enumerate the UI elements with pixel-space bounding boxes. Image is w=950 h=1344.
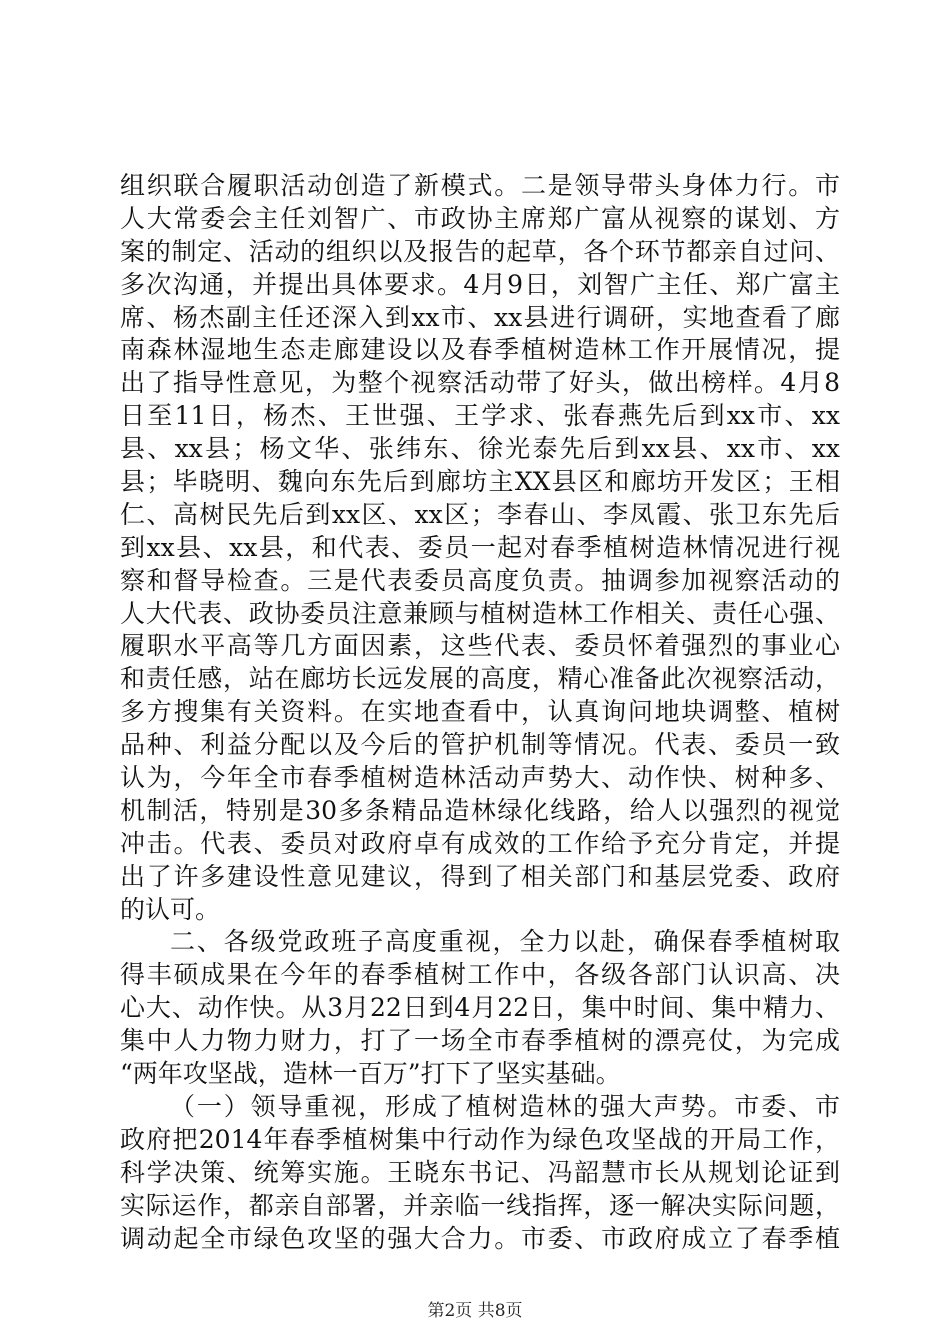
text-line: 多次沟通，并提出具体要求。4月9日，刘智广主任、郑广富主: [120, 269, 840, 299]
text-line: 认为，今年全市春季植树造林活动声势大、动作快、树种多、: [120, 763, 840, 793]
text-line: 履职水平高等几方面因素，这些代表、委员怀着强烈的事业心: [120, 631, 840, 661]
body-text: [120, 170, 840, 1255]
text-line: 的认可。: [120, 894, 221, 924]
text-line: 组织联合履职活动创造了新模式。二是领导带头身体力行。市: [120, 171, 840, 200]
text-line: 案的制定、活动的组织以及报告的起草，各个环节都亲自过问、: [120, 236, 840, 266]
text-line: 南森林湿地生态走廊建设以及春季植树造林工作开展情况，提: [120, 335, 840, 365]
text-line: “两年攻坚战，造林一百万”打下了坚实基础。: [120, 1059, 621, 1089]
text-line: 实际运作，都亲自部署，并亲临一线指挥，逐一解决实际问题，: [120, 1190, 840, 1220]
text-line: 县；毕晓明、魏向东先后到廊坊主XX县区和廊坊开发区；王相: [120, 467, 840, 497]
text-line: 心大、动作快。从3月22日到4月22日，集中时间、集中精力、: [120, 993, 840, 1023]
text-line: 调动起全市绿色攻坚的强大合力。市委、市政府成立了春季植: [120, 1223, 840, 1253]
text-line: 县、xx县；杨文华、张纬东、徐光泰先后到xx县、xx市、xx: [120, 434, 840, 464]
text-line: 席、杨杰副主任还深入到xx市、xx县进行调研，实地查看了廊: [120, 302, 840, 332]
text-line: 和责任感，站在廊坊长远发展的高度，精心准备此次视察活动，: [120, 664, 840, 694]
text-line: 冲击。代表、委员对政府卓有成效的工作给予充分肯定，并提: [120, 828, 840, 858]
text-line: 人大代表、政协委员注意兼顾与植树造林工作相关、责任心强、: [120, 598, 840, 628]
text-line: 到xx县、xx县，和代表、委员一起对春季植树造林情况进行视: [120, 532, 840, 562]
text-line: 多方搜集有关资料。在实地查看中，认真询问地块调整、植树: [120, 697, 840, 727]
text-line: 察和督导检查。三是代表委员高度负责。抽调参加视察活动的: [120, 565, 840, 595]
text-line: 仁、高树民先后到xx区、xx区；李春山、李凤霞、张卫东先后: [120, 499, 840, 529]
text-line: 机制活，特别是30多条精品造林绿化线路，给人以强烈的视觉: [120, 795, 840, 825]
text-line: 科学决策、统筹实施。王晓东书记、冯韶慧市长从规划论证到: [120, 1157, 840, 1187]
text-line: 日至11日，杨杰、王世强、王学求、张春燕先后到xx市、xx: [120, 401, 840, 431]
text-line: 集中人力物力财力，打了一场全市春季植树的漂亮仗，为完成: [120, 1026, 840, 1056]
text-line: 政府把2014年春季植树集中行动作为绿色攻坚战的开局工作，: [120, 1124, 840, 1154]
text-line: 品种、利益分配以及今后的管护机制等情况。代表、委员一致: [120, 730, 840, 760]
text-line: 出了许多建设性意见建议，得到了相关部门和基层党委、政府: [120, 861, 840, 891]
text-line: 二、各级党政班子高度重视，全力以赴，确保春季植树取: [170, 927, 840, 957]
text-line: （一）领导重视，形成了植树造林的强大声势。市委、市: [170, 1091, 840, 1121]
text-line: 得丰硕成果在今年的春季植树工作中，各级各部门认识高、决: [120, 960, 840, 990]
text-line: 出了指导性意见，为整个视察活动带了好头，做出榜样。4月8: [120, 368, 840, 398]
text-line: 人大常委会主任刘智广、市政协主席郑广富从视察的谋划、方: [120, 203, 840, 233]
page-number-footer: 第2页 共8页: [427, 1301, 523, 1321]
